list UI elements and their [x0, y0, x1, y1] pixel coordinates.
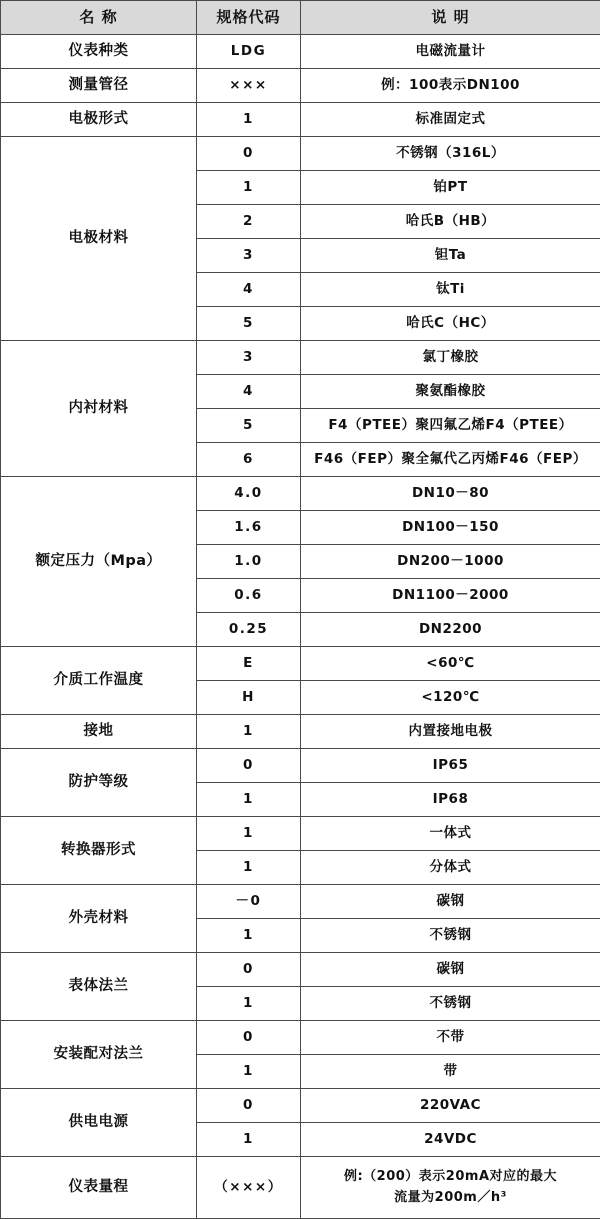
spec-description-cell: DN100－150 [301, 511, 600, 545]
spec-code-cell: 3 [197, 239, 301, 273]
spec-code-cell: 1 [197, 1123, 301, 1157]
description-line: 流量为200m／h³ [301, 1188, 600, 1209]
row-name-cell: 供电电源 [1, 1089, 197, 1157]
spec-description-cell: 电磁流量计 [301, 35, 600, 69]
spec-description-cell: <120℃ [301, 681, 600, 715]
column-header-name: 名 称 [1, 1, 197, 35]
spec-code-cell: LDG [197, 35, 301, 69]
table-row [1, 715, 600, 749]
row-name-cell: 转换器形式 [1, 817, 197, 885]
spec-description-cell: 聚氨酯橡胶 [301, 375, 600, 409]
spec-description-cell: F46（FEP）聚全氟代乙丙烯F46（FEP） [301, 443, 600, 477]
spec-code-cell: 1 [197, 851, 301, 885]
row-name-cell: 电极形式 [1, 103, 197, 137]
table-body [1, 35, 600, 1219]
spec-code-cell: 1.0 [197, 545, 301, 579]
row-name-cell: 表体法兰 [1, 953, 197, 1021]
row-name-cell: 内衬材料 [1, 341, 197, 477]
spec-code-cell: －0 [197, 885, 301, 919]
table-row [1, 1089, 600, 1123]
spec-code-cell: 1 [197, 1055, 301, 1089]
spec-code-cell: 0 [197, 953, 301, 987]
spec-code-cell: 4.0 [197, 477, 301, 511]
spec-description-cell: IP68 [301, 783, 600, 817]
spec-description-cell: DN200－1000 [301, 545, 600, 579]
spec-code-cell: E [197, 647, 301, 681]
column-header-description: 说 明 [301, 1, 600, 35]
spec-code-cell: 3 [197, 341, 301, 375]
spec-code-cell: 1 [197, 817, 301, 851]
spec-description-cell: DN10－80 [301, 477, 600, 511]
row-name-cell: 电极材料 [1, 137, 197, 341]
table-row [1, 69, 600, 103]
spec-code-cell: 0 [197, 749, 301, 783]
spec-description-cell: DN2200 [301, 613, 600, 647]
spec-code-cell: （×××） [197, 1157, 301, 1219]
row-name-cell: 接地 [1, 715, 197, 749]
table-row [1, 1021, 600, 1055]
spec-description-cell: 碳钢 [301, 953, 600, 987]
table-row [1, 647, 600, 681]
spec-code-cell: 0.25 [197, 613, 301, 647]
spec-code-cell: H [197, 681, 301, 715]
column-header-code: 规格代码 [197, 1, 301, 35]
spec-description-cell: 24VDC [301, 1123, 600, 1157]
spec-description-cell: 氯丁橡胶 [301, 341, 600, 375]
spec-description-cell: 哈氏C（HC） [301, 307, 600, 341]
spec-description-cell: 标准固定式 [301, 103, 600, 137]
spec-code-cell: 1.6 [197, 511, 301, 545]
spec-code-cell: 5 [197, 307, 301, 341]
spec-code-cell: 6 [197, 443, 301, 477]
table-row [1, 885, 600, 919]
spec-description-cell: DN1100－2000 [301, 579, 600, 613]
spec-description-cell: 碳钢 [301, 885, 600, 919]
spec-description-cell: 钛Ti [301, 273, 600, 307]
spec-description-cell: 内置接地电极 [301, 715, 600, 749]
row-name-cell: 仪表量程 [1, 1157, 197, 1219]
row-name-cell: 仪表种类 [1, 35, 197, 69]
spec-description-cell: 不锈钢 [301, 919, 600, 953]
spec-description-cell: 例：100表示DN100 [301, 69, 600, 103]
spec-description-cell: 带 [301, 1055, 600, 1089]
table-row [1, 817, 600, 851]
spec-code-cell: 1 [197, 171, 301, 205]
spec-code-cell: 5 [197, 409, 301, 443]
spec-code-cell: 1 [197, 987, 301, 1021]
row-name-cell: 测量管径 [1, 69, 197, 103]
spec-description-cell: 铂PT [301, 171, 600, 205]
spec-code-cell: 0 [197, 1089, 301, 1123]
spec-description-cell: <60℃ [301, 647, 600, 681]
spec-code-cell: 0 [197, 1021, 301, 1055]
spec-description-cell: 一体式 [301, 817, 600, 851]
spec-code-cell: 1 [197, 919, 301, 953]
spec-description-cell: 分体式 [301, 851, 600, 885]
spec-code-cell: 0 [197, 137, 301, 171]
table-row [1, 103, 600, 137]
spec-code-cell: 1 [197, 783, 301, 817]
spec-code-cell: ××× [197, 69, 301, 103]
spec-description-cell: 220VAC [301, 1089, 600, 1123]
spec-code-cell: 2 [197, 205, 301, 239]
spec-description-cell: 不锈钢（316L） [301, 137, 600, 171]
spec-code-cell: 1 [197, 103, 301, 137]
table-row [1, 35, 600, 69]
spec-code-cell: 4 [197, 375, 301, 409]
row-name-cell: 外壳材料 [1, 885, 197, 953]
table-row [1, 1157, 600, 1219]
spec-description-cell [301, 1157, 600, 1219]
spec-code-cell: 0.6 [197, 579, 301, 613]
table-row [1, 477, 600, 511]
spec-description-cell: F4（PTEE）聚四氟乙烯F4（PTEE） [301, 409, 600, 443]
row-name-cell: 额定压力（Mpa） [1, 477, 197, 647]
spec-description-cell: 不锈钢 [301, 987, 600, 1021]
row-name-cell: 安装配对法兰 [1, 1021, 197, 1089]
spec-code-cell: 1 [197, 715, 301, 749]
table-row [1, 341, 600, 375]
table-row [1, 749, 600, 783]
row-name-cell: 防护等级 [1, 749, 197, 817]
spec-description-cell: 不带 [301, 1021, 600, 1055]
spec-code-cell: 4 [197, 273, 301, 307]
spec-description-cell: 哈氏B（HB） [301, 205, 600, 239]
table-row [1, 137, 600, 171]
spec-description-cell: 钽Ta [301, 239, 600, 273]
table-header-row [1, 1, 600, 35]
row-name-cell: 介质工作温度 [1, 647, 197, 715]
description-line: 例:（200）表示20mA对应的最大 [301, 1167, 600, 1188]
table-row [1, 953, 600, 987]
table-header [1, 1, 600, 35]
spec-description-cell: IP65 [301, 749, 600, 783]
